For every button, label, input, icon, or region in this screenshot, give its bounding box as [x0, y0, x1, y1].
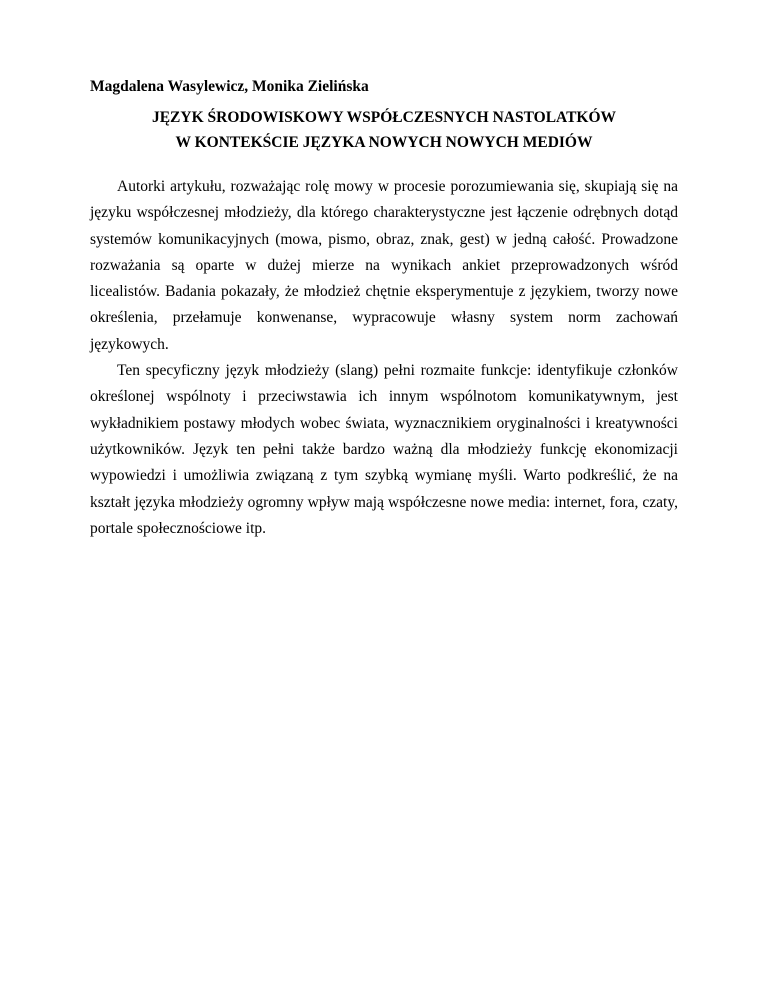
abstract-body [90, 174, 678, 542]
abstract-paragraph-2: Ten specyficzny język młodzieży (slang) pełni rozmaite funkcje: identyfikuje członków określonej wspólnoty i przeciwstawia ich innym wspólnotom komunikatywnym, jest wykładnikiem postawy młodych wobec świata, wyznacznikiem oryginalności i kreatywności użytkowników. Język ten pełni także bardzo ważną dla młodzieży funkcję ekonomizacji wypowiedzi i umożliwia związaną z tym szybką wymianę myśli. Warto podkreślić, że na kształt języka młodzieży ogromny wpływ mają współczesne nowe media: internet, fora, czaty, portale społecznościowe itp. [90, 362, 678, 537]
abstract-paragraph-1: Autorki artykułu, rozważając rolę mowy w procesie porozumiewania się, skupiają się na języku współczesnej młodzieży, dla którego charakterystyczne jest łączenie odrębnych dotąd systemów komunikacyjnych (mowa, pismo, obraz, znak, gest) w jedną całość. Prowadzone rozważania są oparte w dużej mierze na wynikach ankiet przeprowadzonych wśród licealistów. Badania pokazały, że młodzież chętnie eksperymentuje z językiem, tworzy nowe określenia, przełamuje konwenanse, wypracowuje własny system norm zachowań językowych. [90, 178, 678, 353]
article-title-line-1: JĘZYK ŚRODOWISKOWY WSPÓŁCZESNYCH NASTOLATKÓW [151, 109, 617, 126]
article-title-line-2: W KONTEKŚCIE JĘZYKA NOWYCH NOWYCH MEDIÓW [175, 134, 593, 151]
author-names: Magdalena Wasylewicz, Monika Zielińska [90, 78, 369, 95]
